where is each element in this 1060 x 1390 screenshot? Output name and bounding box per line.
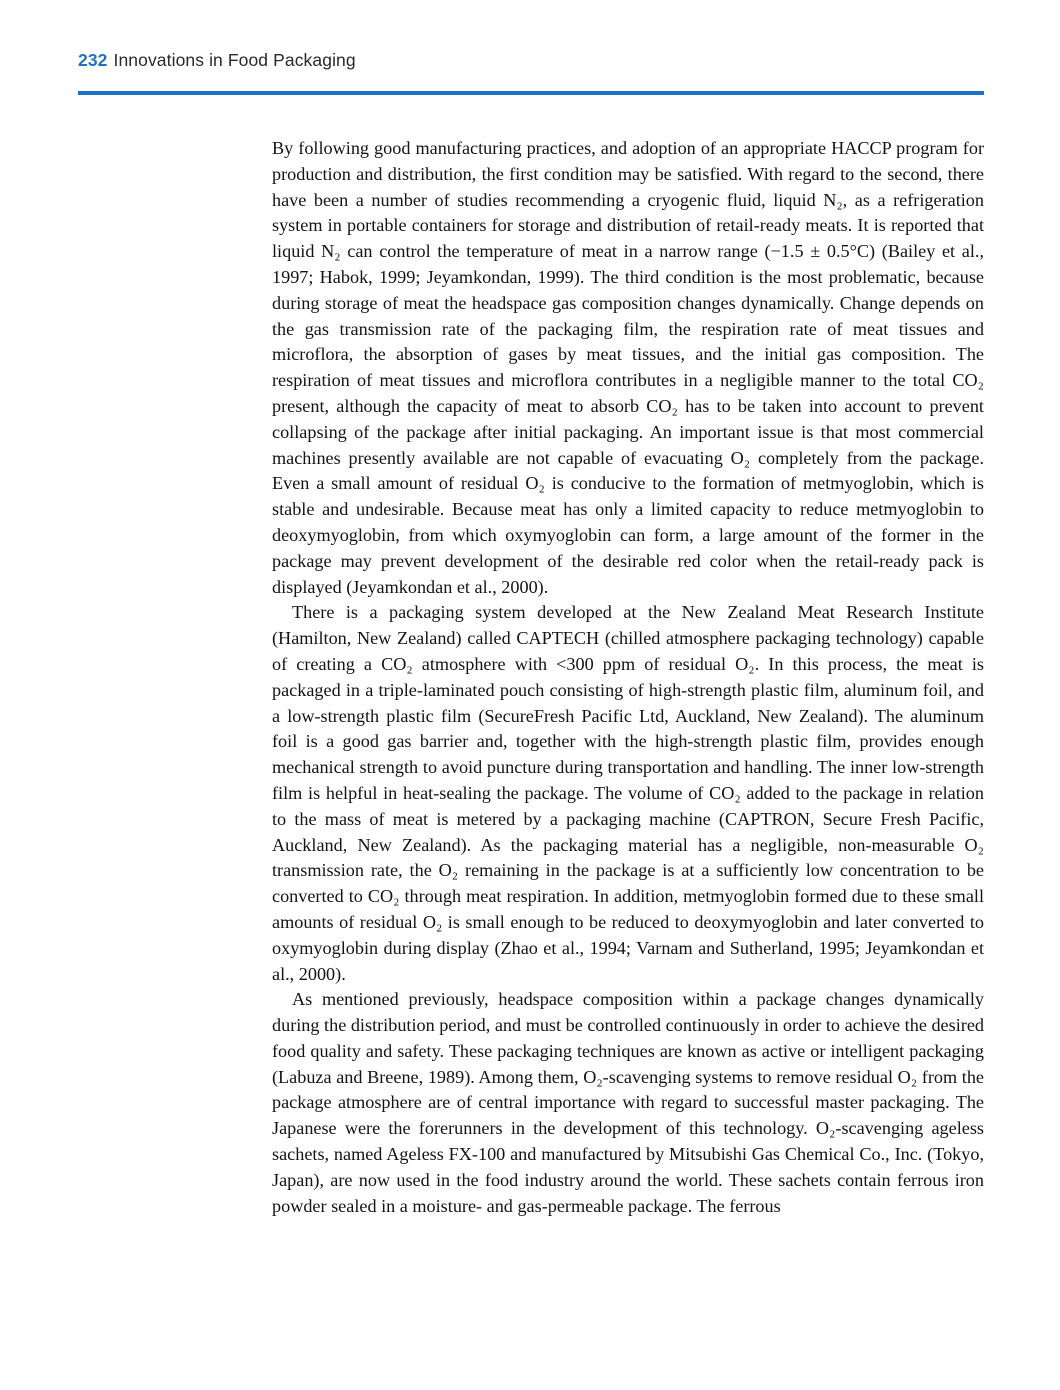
running-header (78, 50, 356, 71)
running-title: Innovations in Food Packaging (113, 50, 356, 70)
page-number: 232 (78, 50, 108, 70)
paragraph-3: As mentioned previously, headspace composition within a package changes dynamically during the distribution period, and must be controlled continuously in order to achieve the desired food quality and safety. These packaging techniques are known as active or intelligent packaging (Labuza and Breene, 1989). Among them, O₂-scavenging systems to remove residual O₂ from the package atmosphere are of central importance with regard to successful master packaging. The Japanese were the forerunners in the development of this technology. O₂-scavenging ageless sachets, named Ageless FX-100 and manufactured by Mitsubishi Gas Chemical Co., Inc. (Tokyo, Japan), are now used in the food industry around the world. These sachets contain ferrous iron powder sealed in a moisture- and gas-permeable package. The ferrous (272, 989, 984, 1216)
body-text (272, 136, 984, 1219)
paragraph-2: There is a packaging system developed at the New Zealand Meat Research Institute (Hamilton, New Zealand) called CAPTECH (chilled atmosphere packaging technology) capable of creating a CO₂ atmosphere with <300 ppm of residual O₂. In this process, the meat is packaged in a triple-laminated pouch consisting of high-strength plastic film, aluminum foil, and a low-strength plastic film (SecureFresh Pacific Ltd, Auckland, New Zealand). The aluminum foil is a good gas barrier and, together with the high-strength plastic film, provides enough mechanical strength to avoid puncture during transportation and handling. The inner low-strength film is helpful in heat-sealing the package. The volume of CO₂ added to the package in relation to the mass of meat is metered by a packaging machine (CAPTRON, Secure Fresh Pacific, Auckland, New Zealand). As the packaging material has a negligible, non-measurable O₂ transmission rate, the O₂ remaining in the package is at a sufficiently low concentration to be converted to CO₂ through meat respiration. In addition, metmyoglobin formed due to these small amounts of residual O₂ is small enough to be reduced to deoxymyoglobin and later converted to oxymyoglobin during display (Zhao et al., 1994; Varnam and Sutherland, 1995; Jeyamkondan et al., 2000). (272, 602, 984, 984)
header-rule (78, 91, 984, 95)
paragraph-1: By following good manufacturing practices, and adoption of an appropriate HACCP program for production and distribution, the first condition may be satisfied. With regard to the second, there have been a number of studies recommending a cryogenic fluid, liquid N₂, as a refrigeration system in portable containers for storage and distribution of retail-ready meats. It is reported that liquid N₂ can control the temperature of meat in a narrow range (−1.5 ± 0.5°C) (Bailey et al., 1997; Habok, 1999; Jeyamkondan, 1999). The third condition is the most problematic, because during storage of meat the headspace gas composition changes dynamically. Change depends on the gas transmission rate of the packaging film, the respiration rate of meat tissues and microflora, the absorption of gases by meat tissues, and the initial gas composition. The respiration of meat tissues and microflora contributes in a negligible manner to the total CO₂ present, although the capacity of meat to absorb CO₂ has to be taken into account to prevent collapsing of the package after initial packaging. An important issue is that most commercial machines presently available are not capable of evacuating O₂ completely from the package. Even a small amount of residual O₂ is conducive to the formation of metmyoglobin, which is stable and undesirable. Because meat has only a limited capacity to reduce metmyoglobin to deoxymyoglobin, from which oxymyoglobin can form, a large amount of the former in the package may prevent development of the desirable red color when the retail-ready pack is displayed (Jeyamkondan et al., 2000). (272, 138, 984, 597)
